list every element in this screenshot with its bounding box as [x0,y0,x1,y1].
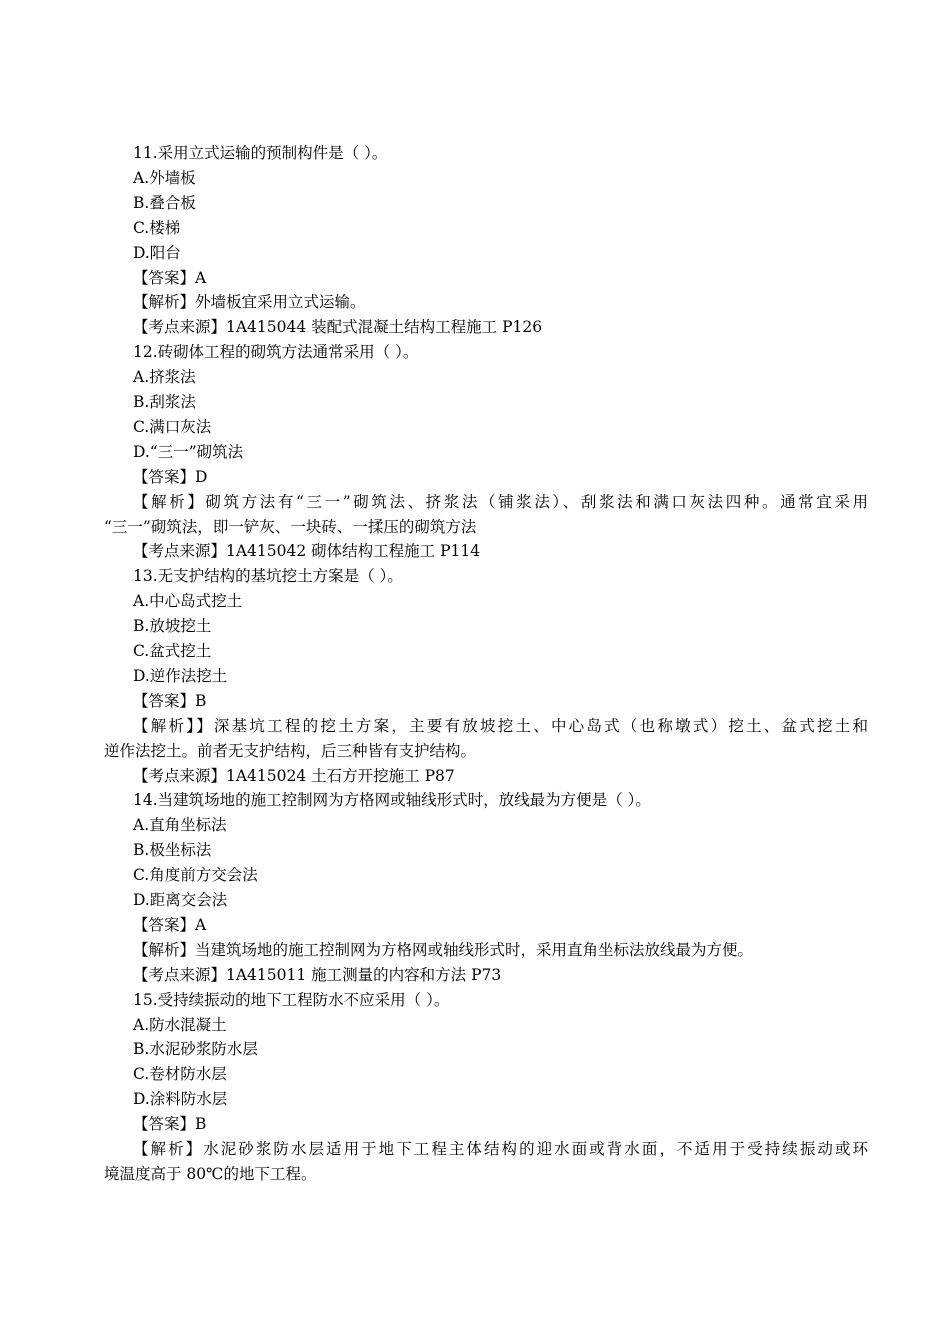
answer-option: B.叠合板 [133,193,196,212]
question-text: 11.采用立式运输的预制构件是（ ）。 [133,144,388,162]
answer-key: 【答案】A [133,268,207,287]
analysis-text-continued: “三一”砌筑法，即一铲灰、一块砖、一揉压的砌筑方法 [104,517,477,536]
answer-option: D.“三一”砌筑法 [133,442,244,461]
answer-key: 【答案】B [133,1115,207,1134]
answer-key: 【答案】D [133,467,208,486]
analysis-text: 【解析】当建筑场地的施工控制网为方格网或轴线形式时，采用直角坐标法放线最为方便。 [133,940,754,959]
answer-option: D.距离交会法 [133,891,228,909]
answer-option: C.角度前方交会法 [133,866,258,885]
answer-option: C.盆式挖土 [133,642,212,660]
answer-option: A.防水混凝土 [133,1015,227,1034]
analysis-text: 【解析】砌筑方法有“三一”砌筑法、挤浆法（铺浆法）、刮浆法和满口灰法四种。通常宜采用 [133,492,868,511]
source-reference: 【考点来源】1A415044 装配式混凝土结构工程施工 P126 [133,318,543,337]
source-reference: 【考点来源】1A415024 土石方开挖施工 P87 [133,766,455,785]
source-reference: 【考点来源】1A415042 砌体结构工程施工 P114 [133,542,481,561]
answer-option: B.极坐标法 [133,841,212,860]
analysis-text-continued: 境温度高于 80℃的地下工程。 [104,1164,317,1183]
source-reference: 【考点来源】1A415011 施工测量的内容和方法 P73 [133,965,502,984]
question-text: 13.无支护结构的基坑挖土方案是（ ）。 [133,567,403,586]
answer-option: B.放坡挖土 [133,617,212,636]
answer-option: A.中心岛式挖土 [133,592,243,611]
analysis-text: 【解析】】深基坑工程的挖土方案，主要有放坡挖土、中心岛式（也称墩式）挖土、盆式挖土和 [133,716,868,735]
answer-option: B.刮浆法 [133,393,196,411]
question-text: 12.砖砌体工程的砌筑方法通常采用（ ）。 [133,343,419,362]
analysis-text-continued: 逆作法挖土。前者无支护结构，后三种皆有支护结构。 [104,741,477,760]
answer-option: A.外墙板 [133,168,196,187]
answer-option: D.阳台 [133,243,181,262]
question-text: 15.受持续振动的地下工程防水不应采用（ ）。 [133,990,450,1009]
answer-option: C.卷材防水层 [133,1065,227,1084]
answer-option: B.水泥砂浆防水层 [133,1040,258,1059]
analysis-text: 【解析】外墙板宜采用立式运输。 [133,293,366,312]
answer-option: A.挤浆法 [133,368,196,387]
answer-option: C.满口灰法 [133,417,212,436]
analysis-text: 【解析】水泥砂浆防水层适用于地下工程主体结构的迎水面或背水面，不适用于受持续振动或环 [133,1140,868,1158]
answer-option: D.涂料防水层 [133,1090,228,1109]
answer-option: C.楼梯 [133,218,181,237]
answer-key: 【答案】B [133,691,207,710]
answer-option: D.逆作法挖土 [133,666,228,685]
answer-key: 【答案】A [133,915,207,934]
question-text: 14.当建筑场地的施工控制网为方格网或轴线形式时，放线最为方便是（ ）。 [133,791,651,810]
answer-option: A.直角坐标法 [133,816,227,835]
